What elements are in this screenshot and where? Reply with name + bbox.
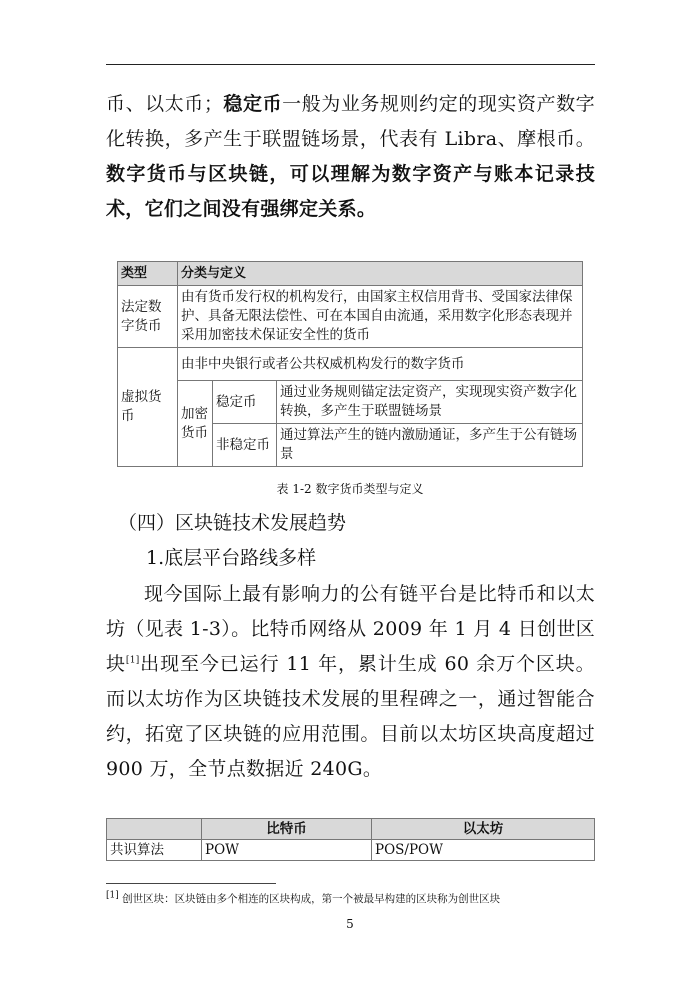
para2-text-1: 现今国际上最有影响力的公有链平台是比特币和以太坊（见表 1-3）。比特币网络从 2009 年 1 月 4 日创世区块 — [106, 583, 595, 675]
footnote-marker: [1] — [106, 890, 119, 901]
page-number: 5 — [346, 917, 354, 931]
table-row-fiat — [118, 286, 583, 348]
table-row-stablecoin — [118, 381, 583, 424]
para1-text-1: 币、以太币； — [106, 93, 224, 115]
cell-fiat-label: 法定数字货币 — [118, 286, 178, 348]
cell-crypto-label: 加密货币 — [178, 381, 213, 467]
table-row-virtual — [118, 348, 583, 381]
footnote-reference[interactable]: [1] — [125, 655, 140, 666]
cell-stable-label: 稳定币 — [213, 381, 277, 424]
footnote-rule — [106, 883, 276, 884]
table-platform-comparison — [106, 818, 595, 861]
footnote-text: 创世区块：区块链由多个相连的区块构成，第一个被最早构建的区块称为创世区块 — [122, 893, 501, 905]
paragraph-digital-currency — [106, 87, 595, 227]
cell-consensus-bitcoin: POW — [202, 840, 372, 861]
header-definition: 分类与定义 — [178, 262, 583, 286]
table-row-consensus — [107, 840, 595, 861]
table-currency-types — [117, 261, 583, 467]
paragraph-platforms — [106, 577, 595, 787]
header-type: 类型 — [118, 262, 178, 286]
para2-text-2: 出现至今已运行 11 年，累计生成 60 余万个区块。而以太坊作为区块链技术发展的里程碑之一，通过智能合约，拓宽了区块链的应用范围。目前以太坊区块高度超过 900 万，全节点数据近 240G。 — [106, 653, 595, 780]
section-heading: （四）区块链技术发展趋势 — [118, 512, 347, 534]
cell-consensus-ethereum: POS/POW — [372, 840, 595, 861]
cell-fiat-definition: 由有货币发行权的机构发行，由国家主权信用背书、受国家法律保护、具备无限法偿性、可在本国自由流通，采用数字化形态表现并采用加密技术保证安全性的货币 — [178, 286, 583, 348]
para1-bold-stablecoin: 稳定币 — [223, 93, 283, 115]
header-bitcoin: 比特币 — [202, 819, 372, 840]
cell-consensus-label: 共识算法 — [107, 840, 202, 861]
table-header-row — [107, 819, 595, 840]
table-header-row — [118, 262, 583, 286]
cell-nonstable-label: 非稳定币 — [213, 424, 277, 467]
table-caption: 表 1-2 数字货币类型与定义 — [276, 482, 424, 496]
footnote — [106, 891, 500, 906]
header-rule — [106, 64, 595, 65]
para1-bold-conclusion: 数字货币与区块链，可以理解为数字资产与账本记录技术，它们之间没有强绑定关系。 — [106, 163, 595, 220]
cell-nonstable-definition: 通过算法产生的链内激励通证，多产生于公有链场景 — [277, 424, 583, 467]
header-blank — [107, 819, 202, 840]
cell-virtual-label: 虚拟货币 — [118, 348, 178, 467]
para1-text-2: 一般为业务规则约定的现实资产数字化转换，多产生于联盟链场景，代表有 Libra、摩根币。 — [106, 93, 595, 150]
subsection-heading: 1.底层平台路线多样 — [146, 547, 317, 569]
header-ethereum: 以太坊 — [372, 819, 595, 840]
cell-virtual-definition: 由非中央银行或者公共权威机构发行的数字货币 — [178, 348, 583, 381]
cell-stable-definition: 通过业务规则锚定法定资产，实现现实资产数字化转换，多产生于联盟链场景 — [277, 381, 583, 424]
